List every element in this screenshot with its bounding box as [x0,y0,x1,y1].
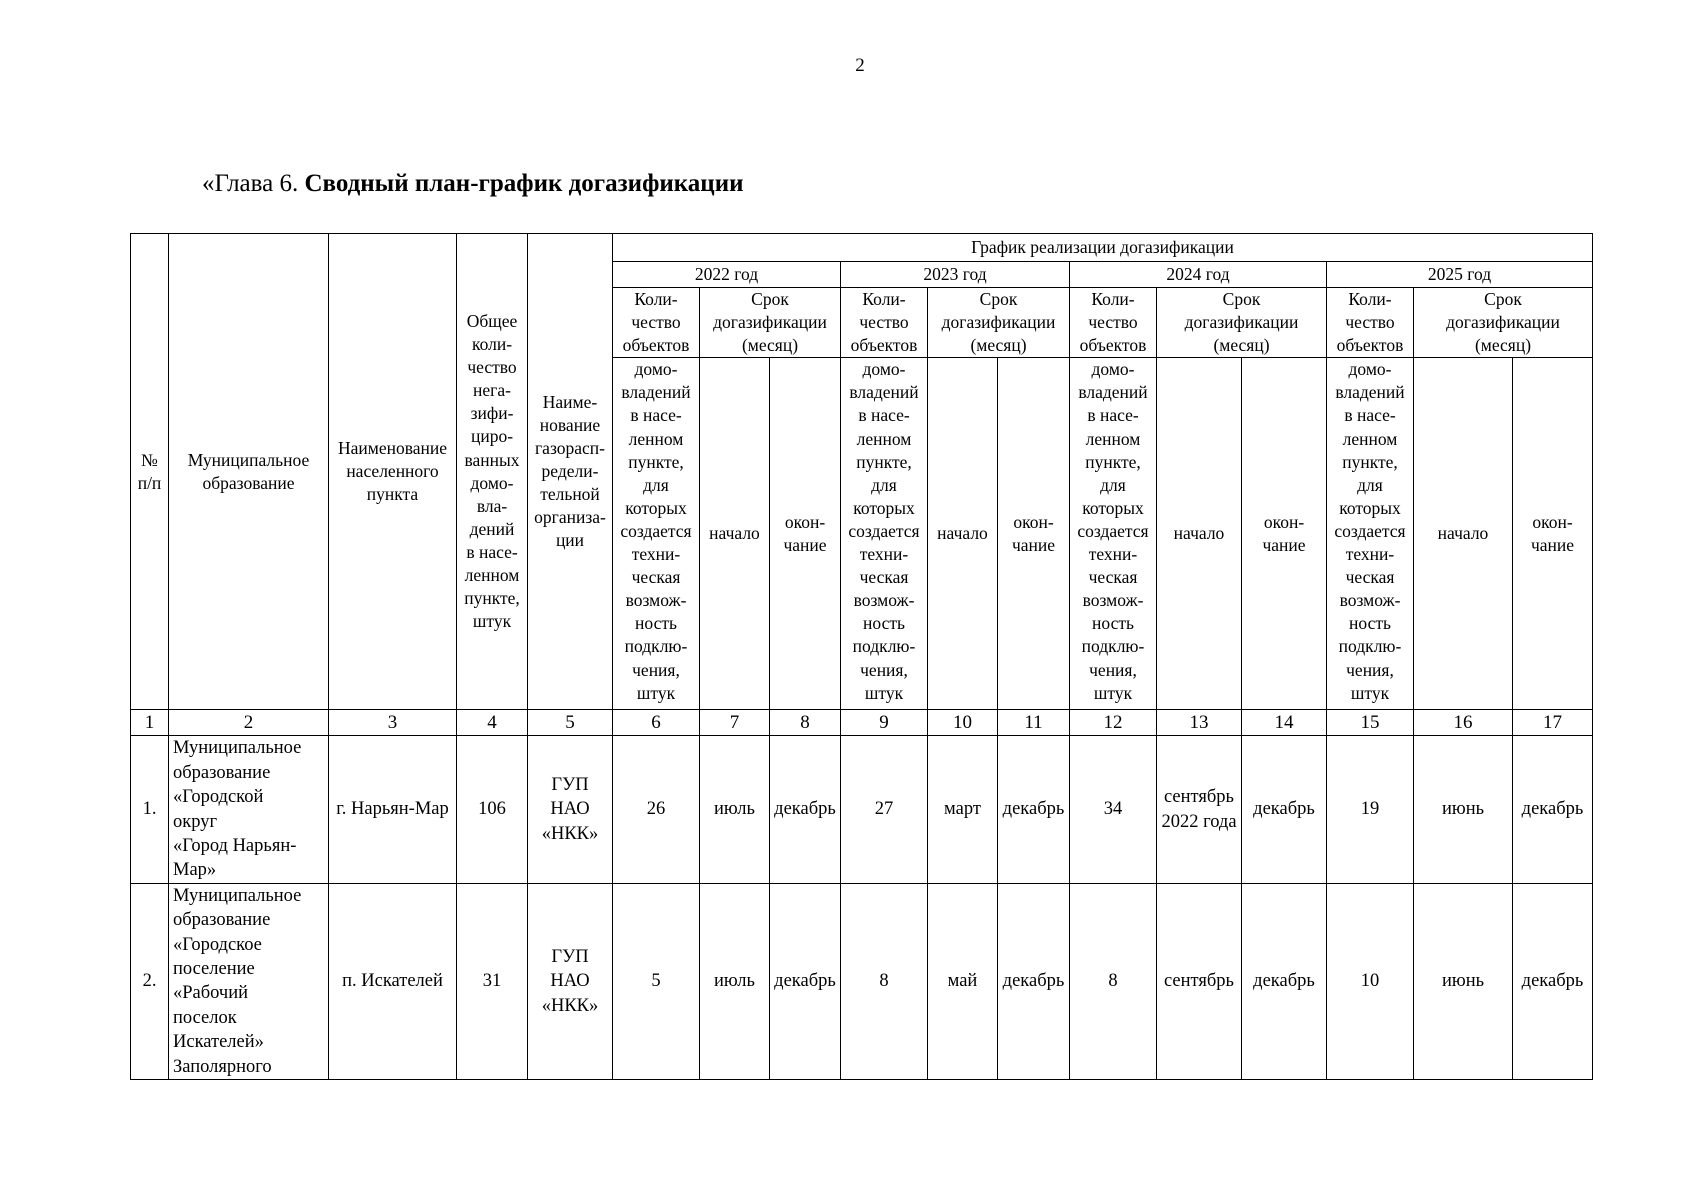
header-settlement: Наименование населенного пункта [329,234,457,710]
count-2025-cell: 10 [1327,883,1414,1079]
count-2025-cell: 19 [1327,736,1414,883]
column-number: 2 [169,710,329,736]
header-row-1 [131,234,1593,262]
settlement-cell: г. Нарьян-Мар [329,736,457,883]
header-count-detail-2025: домо- владений в насе- ленном пункте, для которых создается техни- ческая возмож- ность подклю- чения, штук [1327,358,1414,710]
column-number: 15 [1327,710,1414,736]
end-2023-cell: декабрь [998,883,1070,1079]
header-schedule: График реализации догазификации [613,234,1593,262]
end-2024-cell: декабрь [1242,883,1327,1079]
count-2024-cell: 34 [1070,736,1157,883]
header-term-2022: Срок догазификации (месяц) [700,288,841,358]
end-2022-cell: декабрь [770,883,841,1079]
count-2022-cell: 26 [613,736,700,883]
count-2023-cell: 27 [841,736,928,883]
header-start-2023: начало [928,358,998,710]
row-number: 1. [131,736,169,883]
total-cell: 106 [457,736,528,883]
count-2023-cell: 8 [841,883,928,1079]
header-year-2024: 2024 год [1070,262,1327,288]
header-count-2022: Коли- чество объектов [613,288,700,358]
header-count-2024: Коли- чество объектов [1070,288,1157,358]
column-number: 9 [841,710,928,736]
column-number: 8 [770,710,841,736]
column-number: 11 [998,710,1070,736]
start-2023-cell: май [928,883,998,1079]
header-count-detail-2024: домо- владений в насе- ленном пункте, для которых создается техни- ческая возмож- ность подклю- чения, штук [1070,358,1157,710]
header-count-2023: Коли- чество объектов [841,288,928,358]
table-row [131,736,1593,883]
header-end-2023: окон- чание [998,358,1070,710]
start-2023-cell: март [928,736,998,883]
municipality-cell: Муниципальное образование «Городское поселение «Рабочий поселок Искателей» Заполярного [169,883,329,1079]
column-number: 3 [329,710,457,736]
column-number: 1 [131,710,169,736]
column-number: 5 [528,710,613,736]
header-end-2024: окон- чание [1242,358,1327,710]
start-2022-cell: июль [700,883,770,1079]
header-year-2025: 2025 год [1327,262,1593,288]
chapter-title [202,170,744,198]
total-cell: 31 [457,883,528,1079]
settlement-cell: п. Искателей [329,883,457,1079]
header-term-2023: Срок догазификации (месяц) [928,288,1070,358]
header-count-2025: Коли- чество объектов [1327,288,1414,358]
dogasification-plan-table [130,233,1593,1080]
column-number-row [131,710,1593,736]
header-end-2025: окон- чание [1513,358,1593,710]
header-municipality: Муниципальное образование [169,234,329,710]
start-2024-cell: сентябрь 2022 года [1157,736,1242,883]
header-organization: Наиме- нование газорасп- редели- тельной организа- ции [528,234,613,710]
column-number: 16 [1414,710,1513,736]
count-2022-cell: 5 [613,883,700,1079]
start-2025-cell: июнь [1414,883,1513,1079]
end-2025-cell: декабрь [1513,883,1593,1079]
header-year-2023: 2023 год [841,262,1070,288]
header-start-2022: начало [700,358,770,710]
page-number: 2 [855,55,865,76]
header-count-detail-2023: домо- владений в насе- ленном пункте, для которых создается техни- ческая возмож- ность подклю- чения, штук [841,358,928,710]
end-2024-cell: декабрь [1242,736,1327,883]
column-number: 10 [928,710,998,736]
row-number: 2. [131,883,169,1079]
municipality-cell: Муниципальное образование «Городской округ «Город Нарьян- Мар» [169,736,329,883]
end-2023-cell: декабрь [998,736,1070,883]
end-2022-cell: декабрь [770,736,841,883]
organization-cell: ГУП НАО «НКК» [528,883,613,1079]
column-number: 14 [1242,710,1327,736]
column-number: 17 [1513,710,1593,736]
count-2024-cell: 8 [1070,883,1157,1079]
start-2022-cell: июль [700,736,770,883]
header-year-2022: 2022 год [613,262,841,288]
column-number: 6 [613,710,700,736]
header-end-2022: окон- чание [770,358,841,710]
column-number: 12 [1070,710,1157,736]
column-number: 7 [700,710,770,736]
column-number: 4 [457,710,528,736]
start-2025-cell: июнь [1414,736,1513,883]
column-number: 13 [1157,710,1242,736]
header-term-2024: Срок догазификации (месяц) [1157,288,1327,358]
start-2024-cell: сентябрь [1157,883,1242,1079]
chapter-prefix: «Глава 6. [202,170,305,197]
header-num: № п/п [131,234,169,710]
header-start-2025: начало [1414,358,1513,710]
header-start-2024: начало [1157,358,1242,710]
chapter-heading: Сводный план-график догазификации [304,170,744,197]
header-count-detail-2022: домо- владений в насе- ленном пункте, для которых создается техни- ческая возмож- ность подклю- чения, штук [613,358,700,710]
header-total: Общее коли- чество нега- зифи- циро- ванных домо- вла- дений в насе- ленном пункте, штук [457,234,528,710]
header-term-2025: Срок догазификации (месяц) [1414,288,1593,358]
organization-cell: ГУП НАО «НКК» [528,736,613,883]
end-2025-cell: декабрь [1513,736,1593,883]
table-row [131,883,1593,1079]
